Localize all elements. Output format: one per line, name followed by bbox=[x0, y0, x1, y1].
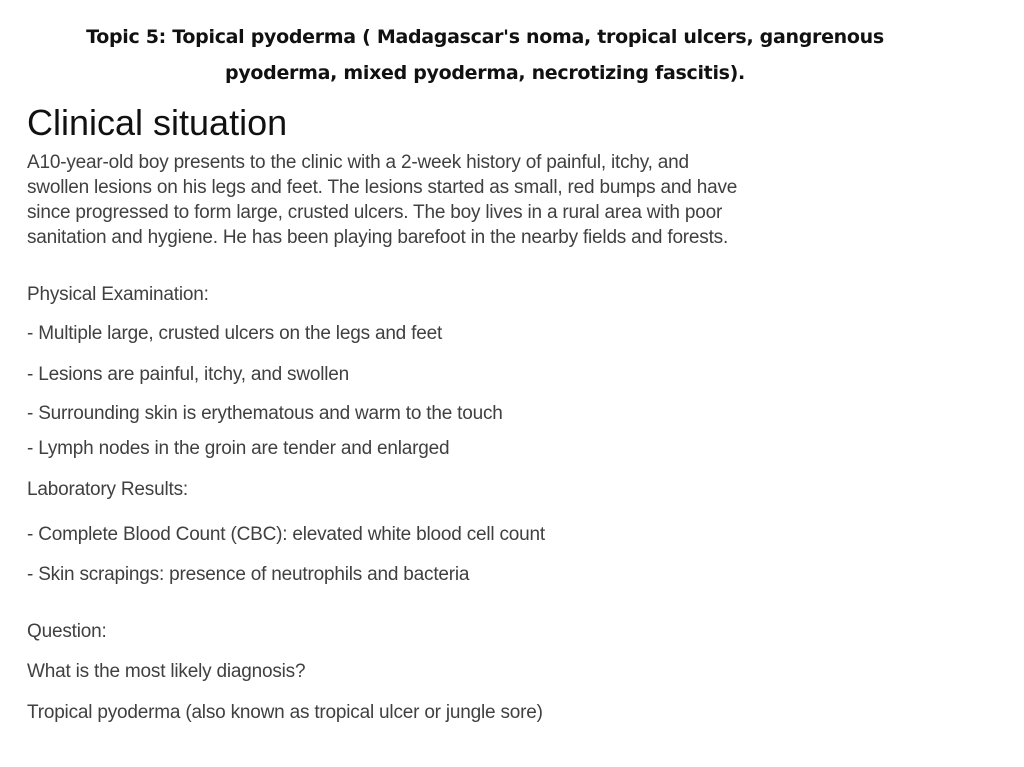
question-label: Question: bbox=[27, 621, 107, 642]
section-heading: Clinical situation bbox=[27, 102, 288, 143]
case-description-line-1: A10-year-old boy presents to the clinic with a 2-week history of painful, itchy, and bbox=[27, 152, 689, 173]
exam-item-1: - Multiple large, crusted ulcers on the legs and feet bbox=[27, 323, 443, 344]
exam-item-4: - Lymph nodes in the groin are tender and enlarged bbox=[27, 438, 450, 459]
case-description-line-4: sanitation and hygiene. He has been playing barefoot in the nearby fields and forests. bbox=[27, 227, 729, 248]
topic-title-line-2: pyoderma, mixed pyoderma, necrotizing fascitis). bbox=[225, 62, 745, 84]
answer-text: Tropical pyoderma (also known as tropical ulcer or jungle sore) bbox=[27, 702, 543, 723]
case-description-line-3: since progressed to form large, crusted ulcers. The boy lives in a rural area with poor bbox=[27, 202, 723, 223]
question-text: What is the most likely diagnosis? bbox=[27, 661, 306, 682]
labs-item-1: - Complete Blood Count (CBC): elevated white blood cell count bbox=[27, 524, 545, 545]
labs-label: Laboratory Results: bbox=[27, 479, 188, 500]
exam-item-3: - Surrounding skin is erythematous and warm to the touch bbox=[27, 403, 503, 424]
exam-item-2: - Lesions are painful, itchy, and swollen bbox=[27, 364, 350, 385]
case-description-line-2: swollen lesions on his legs and feet. The lesions started as small, red bumps and have bbox=[27, 177, 738, 198]
topic-title-line-1: Topic 5: Topical pyoderma ( Madagascar's noma, tropical ulcers, gangrenous bbox=[86, 26, 884, 48]
exam-label: Physical Examination: bbox=[27, 284, 209, 305]
labs-item-2: - Skin scrapings: presence of neutrophils and bacteria bbox=[27, 564, 470, 585]
